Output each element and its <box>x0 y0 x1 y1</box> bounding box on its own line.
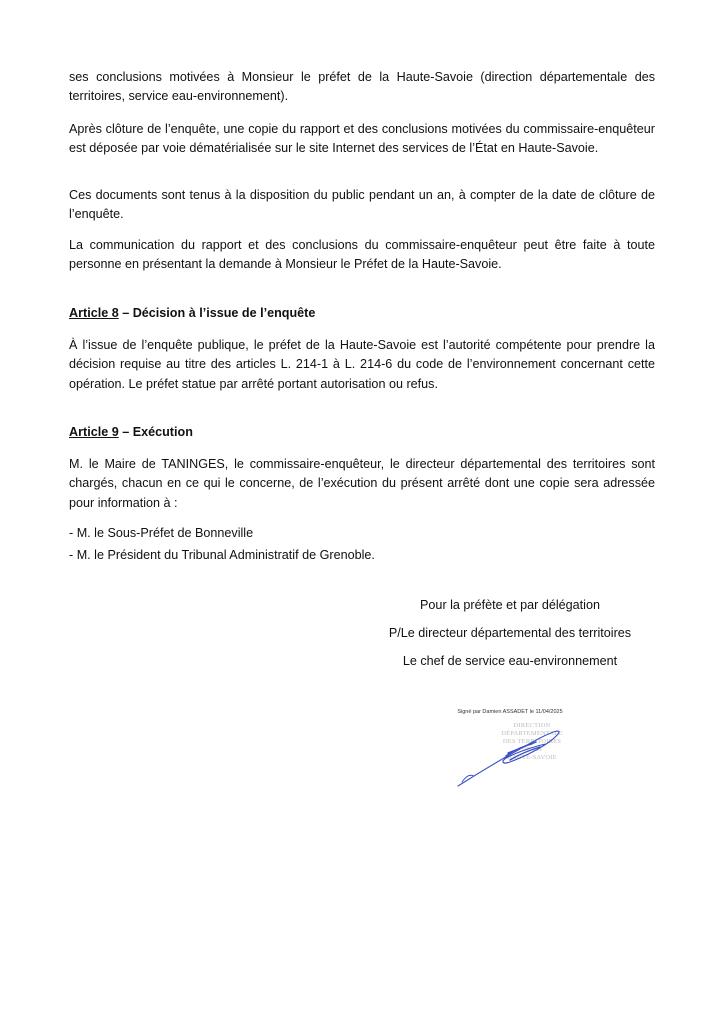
signature-line-chief: Le chef de service eau-environnement <box>402 654 618 668</box>
recipient-item: - M. le Sous-Préfet de Bonneville <box>69 526 254 540</box>
seal-line: DE LA <box>522 746 542 753</box>
article-9-number: Article 9 <box>69 425 119 439</box>
article-8-number: Article 8 <box>69 306 119 320</box>
signature-line-delegation: Pour la préfète et par délégation <box>420 598 600 612</box>
article-9-title: – Exécution <box>118 425 193 439</box>
signature-caption: Signé par Damien ASSADET le 11/04/2025 <box>457 709 563 715</box>
seal-line: DÉPARTEMENTALE <box>501 730 563 737</box>
paragraph-conclusions: ses conclusions motivées à Monsieur le préfet de la Haute-Savoie (direction départementale des territoires, service eau-environnement). <box>69 70 655 104</box>
paragraph-communication: La communication du rapport et des conclusions du commissaire-enquêteur peut être faite à toute personne en présentant la demande à Monsieur le Préfet de la Haute-Savoie. <box>69 238 655 272</box>
paragraph-cloture: Après clôture de l’enquête, une copie du rapport et des conclusions motivées du commissaire-enquêteur est déposée par voie dématérialisée sur le site Internet des services de l’État en Haute-Savoie. <box>69 122 655 156</box>
seal-line: HAUTE-SAVOIE <box>507 754 557 761</box>
seal-line: DIRECTION <box>513 722 551 729</box>
signature-line-director: P/Le directeur départemental des territoires <box>388 626 632 640</box>
article-9-heading <box>69 423 193 442</box>
article-9-body: M. le Maire de TANINGES, le commissaire-enquêteur, le directeur départemental des territoires sont chargés, chacun en ce qui le concerne, de l’exécution du présent arrêté dont une copie sera adressée pour information à : <box>69 457 655 510</box>
recipient-item: - M. le Président du Tribunal Administratif de Grenoble. <box>69 548 375 562</box>
handwritten-signature-icon <box>440 716 580 788</box>
article-8-title: – Décision à l’issue de l’enquête <box>118 306 316 320</box>
paragraph-disposition: Ces documents sont tenus à la disposition du public pendant un an, à compter de la date de clôture de l’enquête. <box>69 188 655 222</box>
electronic-signature-stamp <box>440 708 580 788</box>
article-8-body: À l’issue de l’enquête publique, le préfet de la Haute-Savoie est l’autorité compétente pour prendre la décision requise au titre des articles L. 214-1 à L. 214-6 du code de l’environnement concernant cette opération. Le préfet statue par arrêté portant autorisation ou refus. <box>69 338 655 391</box>
recipient-list <box>69 522 375 566</box>
seal-line: DES TERRITOIRES <box>502 738 562 745</box>
article-8-heading <box>69 304 315 323</box>
